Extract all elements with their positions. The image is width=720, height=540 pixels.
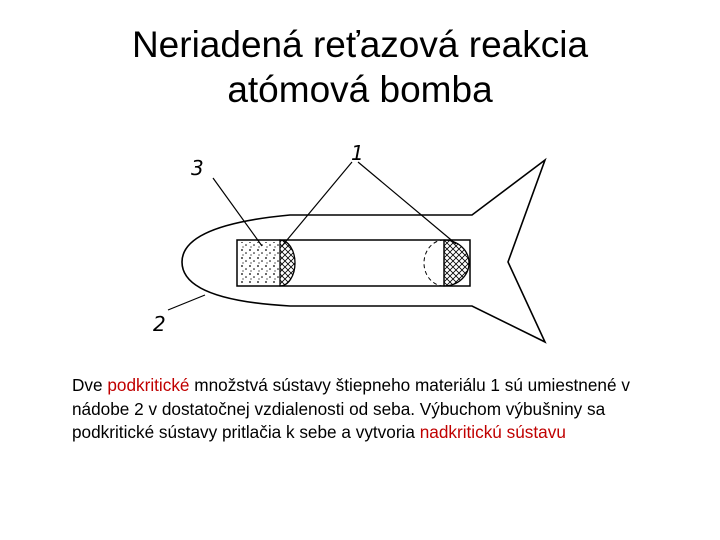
label-3: 3	[191, 156, 204, 180]
fissile-mass-left	[280, 240, 295, 286]
atomic-bomb-diagram	[140, 135, 580, 345]
highlight-nadkriticku: nadkritickú sústavu	[419, 422, 566, 442]
highlight-podkriticke: podkritické	[107, 375, 190, 395]
label-1: 1	[351, 141, 364, 165]
title-line-1: Neriadená reťazová reakcia	[131, 24, 589, 65]
title-line-2: atómová bomba	[227, 69, 493, 110]
description-paragraph	[72, 374, 672, 445]
label-2: 2	[153, 312, 166, 336]
text-part-2: množstvá sústavy štiepneho materiálu 1 sú umiestnené v nádobe 2 v dostatočnej vzdialenosti od seba. Výbuchom výbušniny sa podkritické sústavy pritlačia k sebe a vytvoria	[72, 375, 630, 442]
slide-title	[0, 22, 720, 112]
text-part-1: Dve	[72, 375, 108, 395]
explosive-charge	[239, 242, 280, 284]
fissile-mass-right	[444, 240, 469, 286]
